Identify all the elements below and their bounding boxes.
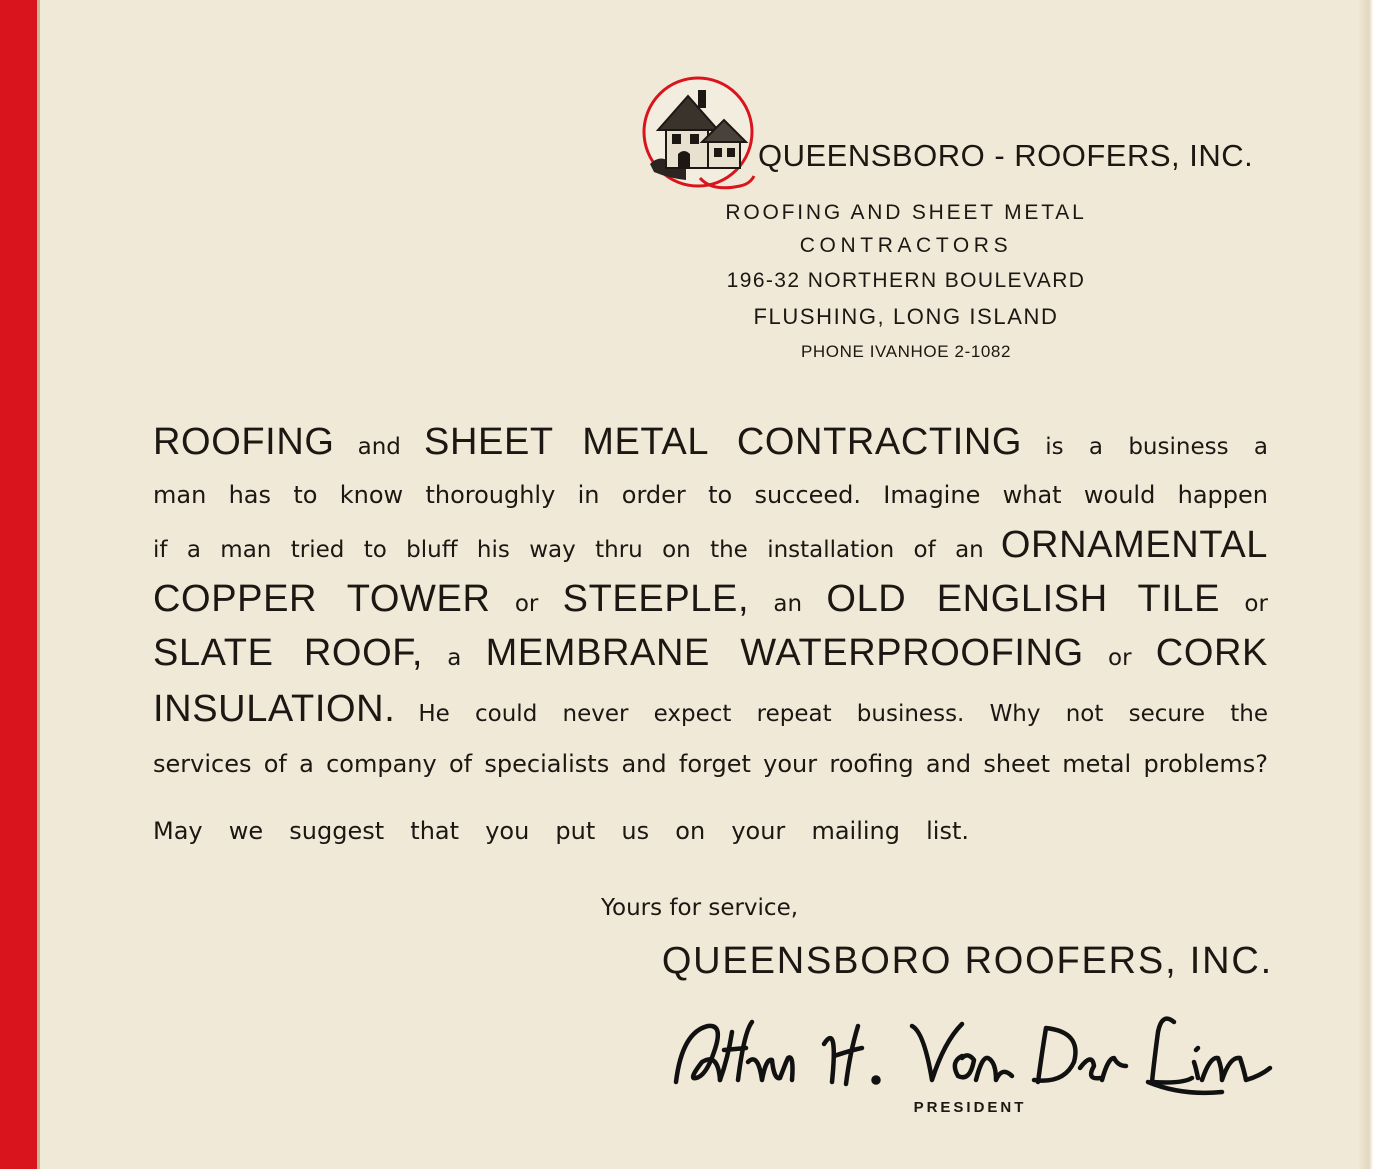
emphasis-text: STEEPLE,	[562, 578, 750, 620]
emphasis-text: ROOFING	[153, 421, 335, 463]
body-line-3	[153, 524, 1268, 567]
body-line-4	[153, 578, 1268, 621]
house-logo-icon	[640, 76, 758, 194]
emphasis-text: OLD ENGLISH TILE	[826, 578, 1221, 620]
body-text: a	[447, 645, 462, 671]
emphasis-text: CORK	[1155, 632, 1268, 674]
red-binding-strip	[0, 0, 37, 1169]
body-text: is a business a	[1045, 434, 1268, 460]
body-text: or	[514, 591, 539, 617]
letterhead-address-street: 196-32 NORTHERN BOULEVARD	[726, 269, 1086, 292]
letterhead-company-name: QUEENSBORO - ROOFERS, INC.	[758, 138, 1254, 173]
body-line-7: services of a company of specialists and forget your roofing and sheet metal problems?	[153, 750, 1268, 778]
binding-edge	[37, 0, 40, 1169]
emphasis-text: COPPER TOWER	[153, 578, 491, 620]
handwritten-signature	[662, 992, 1282, 1102]
body-text: an	[773, 591, 803, 617]
body-line-2: man has to know thoroughly in order to succeed. Imagine what would happen	[153, 481, 1268, 509]
body-text: if a man tried to bluff his way thru on the installation of an	[153, 537, 984, 563]
body-text: or	[1244, 591, 1268, 617]
closing-salutation: Yours for service,	[601, 895, 799, 921]
letterhead-address-city: FLUSHING, LONG ISLAND	[753, 304, 1059, 329]
letterhead-trade-line-2: CONTRACTORS	[799, 234, 1013, 257]
emphasis-text: SHEET METAL CONTRACTING	[424, 421, 1023, 463]
closing-company-name: QUEENSBORO ROOFERS, INC.	[661, 940, 1273, 982]
letterhead-phone: PHONE IVANHOE 2-1082	[800, 342, 1012, 361]
letterhead-trade-line-1: ROOFING AND SHEET METAL	[725, 201, 1087, 224]
body-line-6	[153, 688, 1268, 731]
body-text: and	[357, 434, 401, 460]
emphasis-text: MEMBRANE WATERPROOFING	[485, 632, 1084, 674]
body-line-1	[153, 421, 1268, 464]
body-text: He could never expect repeat business. Why not secure the	[418, 701, 1268, 727]
body-paragraph-2: May we suggest that you put us on your mailing list.	[153, 817, 969, 845]
signer-title: PRESIDENT	[913, 1099, 1027, 1116]
emphasis-text: INSULATION.	[153, 688, 396, 730]
body-line-5	[153, 632, 1268, 675]
emphasis-text: ORNAMENTAL	[1000, 524, 1268, 566]
emphasis-text: SLATE ROOF,	[153, 632, 423, 674]
paper-right-edge	[1359, 0, 1373, 1169]
body-text: or	[1108, 645, 1132, 671]
